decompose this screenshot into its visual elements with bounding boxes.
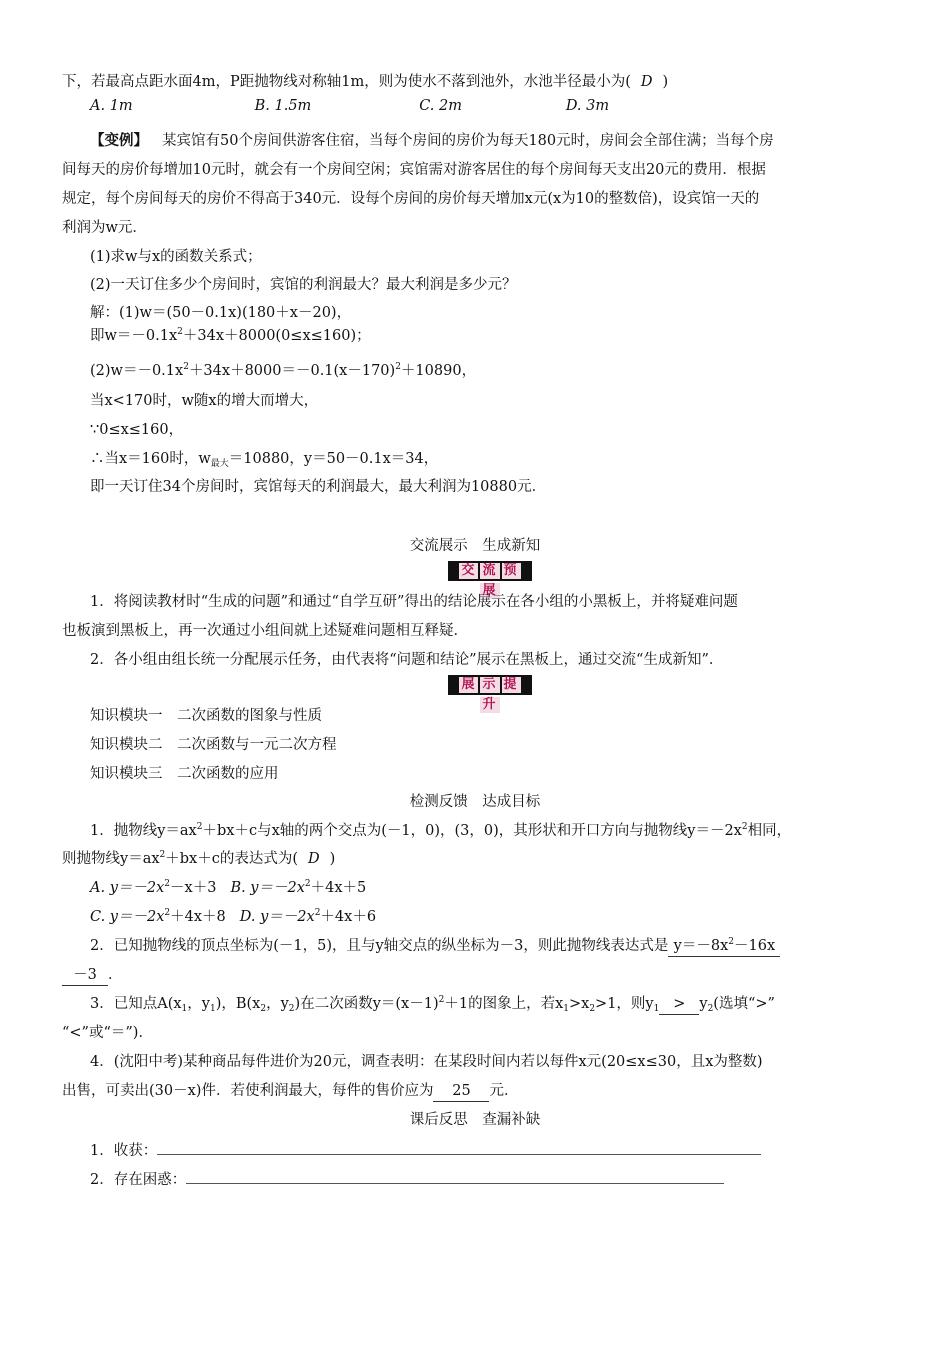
solution-line-7: 即一天订住34个房间时，宾馆每天的利润最大，最大利润为10880元． xyxy=(90,479,547,495)
solution-line-3: $(2)w=-0.1x^2+34x+8000=-0.1(x-170)^2+10890$， xyxy=(90,362,477,379)
feedback-q1-cont: 则抛物线$y=ax^2+bx+c$的表达式为( D ) xyxy=(62,850,336,867)
feedback-q3-cont: “<”或“＝”)． xyxy=(62,1025,153,1041)
variant-q1: (1)求w与x的函数关系式； xyxy=(90,249,262,265)
variant-line-4: 利润为w元． xyxy=(62,220,147,236)
exchange-item-1: 1．将阅读教材时“生成的问题”和通过“自学互研”得出的结论展示在各小组的小黑板上，并将疑难问题 xyxy=(90,594,738,610)
feedback-q4: 4．(沈阳中考)某种商品每件进价为20元，调查表明：在某段时间内若以每件x元(20≤x≤30，且x为整数) xyxy=(90,1054,763,1070)
feedback-q2: 2．已知抛物线的顶点坐标为(－1，5)，且与y轴交点的纵坐标为－3，则此抛物线表达式是 $y=-8x^2-16x$ xyxy=(90,936,780,957)
exchange-item-2: 2．各小组由组长统一分配展示任务，由代表将“问题和结论”展示在黑板上，通过交流“生成新知”． xyxy=(90,652,724,668)
feedback-q1-options-ab: A. $y=-2x^2-x+3$ B. $y=-2x^2+4x+5$ xyxy=(90,879,367,896)
answer-top: D xyxy=(640,74,653,90)
option-b: B. 1.5m xyxy=(254,98,312,114)
variant-q2: (2)一天订住多少个房间时，宾馆的利润最大？最大利润是多少元？ xyxy=(90,277,517,293)
variant-line-2: 间每天的房价每增加10元时，就会有一个房间空闲；宾馆需对游客居住的每个房间每天支出20元的费用．根据 xyxy=(62,162,766,178)
solution-line-1: 解：(1)w＝(50－0.1x)(180＋x－20)， xyxy=(90,305,352,321)
question-top-options xyxy=(90,96,609,116)
solution-line-4: 当x<170时，w随x的增大而增大， xyxy=(90,393,319,409)
reflection-gain: 1．收获： xyxy=(90,1140,761,1161)
feedback-q3: 3．已知点$A(x_1$，$y_1$)，$B(x_2$，$y_2$)在二次函数$y=(x-1)^2+1$的图象上，若$x_1>x_2>1$，则$y_1 > y_2$(选填“>” xyxy=(90,995,775,1014)
feedback-q1-answer: D xyxy=(308,851,320,867)
solution-line-2: 即$w=-0.1x^2+34x+8000(0\le x\le 160)$； xyxy=(90,327,371,344)
variant-line-3: 规定，每个房间每天的房价不得高于340元．设每个房间的房价每天增加x元(x为10的整数倍)，设宾馆一天的 xyxy=(62,191,760,207)
knowledge-module-2: 知识模块二 二次函数与一元二次方程 xyxy=(90,737,337,753)
solution-line-5: ∵0≤x≤160， xyxy=(90,422,184,438)
feedback-q3-answer: > xyxy=(659,994,699,1015)
feedback-q2-answer: $y=-8x^2-16x$ xyxy=(668,936,780,957)
variant-line-1: 【变例】 某宾馆有50个房间供游客住宿，当每个房间的房价为每天180元时，房间会全部住满；当每个房 xyxy=(90,132,774,149)
section-title-reflection: 课后反思 查漏补缺 xyxy=(409,1112,541,1128)
option-d: D. 3m xyxy=(565,98,610,114)
feedback-q2-cont: －3 ． xyxy=(62,965,123,986)
option-c: C. 2m xyxy=(419,98,462,114)
feedback-q4-answer: 25 xyxy=(433,1081,489,1102)
reflection-confusion: 2．存在困惑： xyxy=(90,1169,724,1190)
section-title-feedback: 检测反馈 达成目标 xyxy=(409,794,541,810)
question-top: 下，若最高点距水面4m，P距抛物线对称轴1m，则为使水不落到池外，水池半径最小为( D ) xyxy=(62,74,669,90)
reflection-confusion-blank[interactable] xyxy=(186,1169,724,1184)
knowledge-module-1: 知识模块一 二次函数的图象与性质 xyxy=(90,708,322,724)
section-title-exchange: 交流展示 生成新知 xyxy=(409,538,541,554)
solution-line-6: ∴当x＝160时，$w_{最大}=10880$，y＝50－0.1x＝34， xyxy=(90,451,439,469)
banner-exchange-preview: 交 流 预展 xyxy=(448,561,532,581)
banner-show-improve: 展 示 提升 xyxy=(448,675,532,695)
exchange-item-1-cont: 也板演到黑板上，再一次通过小组间就上述疑难问题相互释疑． xyxy=(62,623,468,639)
knowledge-module-3: 知识模块三 二次函数的应用 xyxy=(90,766,279,782)
variant-tag: 【变例】 xyxy=(90,132,148,149)
reflection-gain-blank[interactable] xyxy=(157,1140,761,1155)
option-a: A. 1m xyxy=(90,98,133,114)
feedback-q1-options-cd: C. $y=-2x^2+4x+8$ D. $y=-2x^2+4x+6$ xyxy=(90,908,377,925)
feedback-q1: 1．抛物线$y=ax^2+bx+c$与x轴的两个交点为(－1，0)，(3，0)，其形状和开口方向与抛物线$y=-2x^2$相同， xyxy=(90,822,792,839)
feedback-q4-cont: 出售，可卖出(30－x)件．若使利润最大，每件的售价应为 25 元． xyxy=(62,1081,518,1102)
